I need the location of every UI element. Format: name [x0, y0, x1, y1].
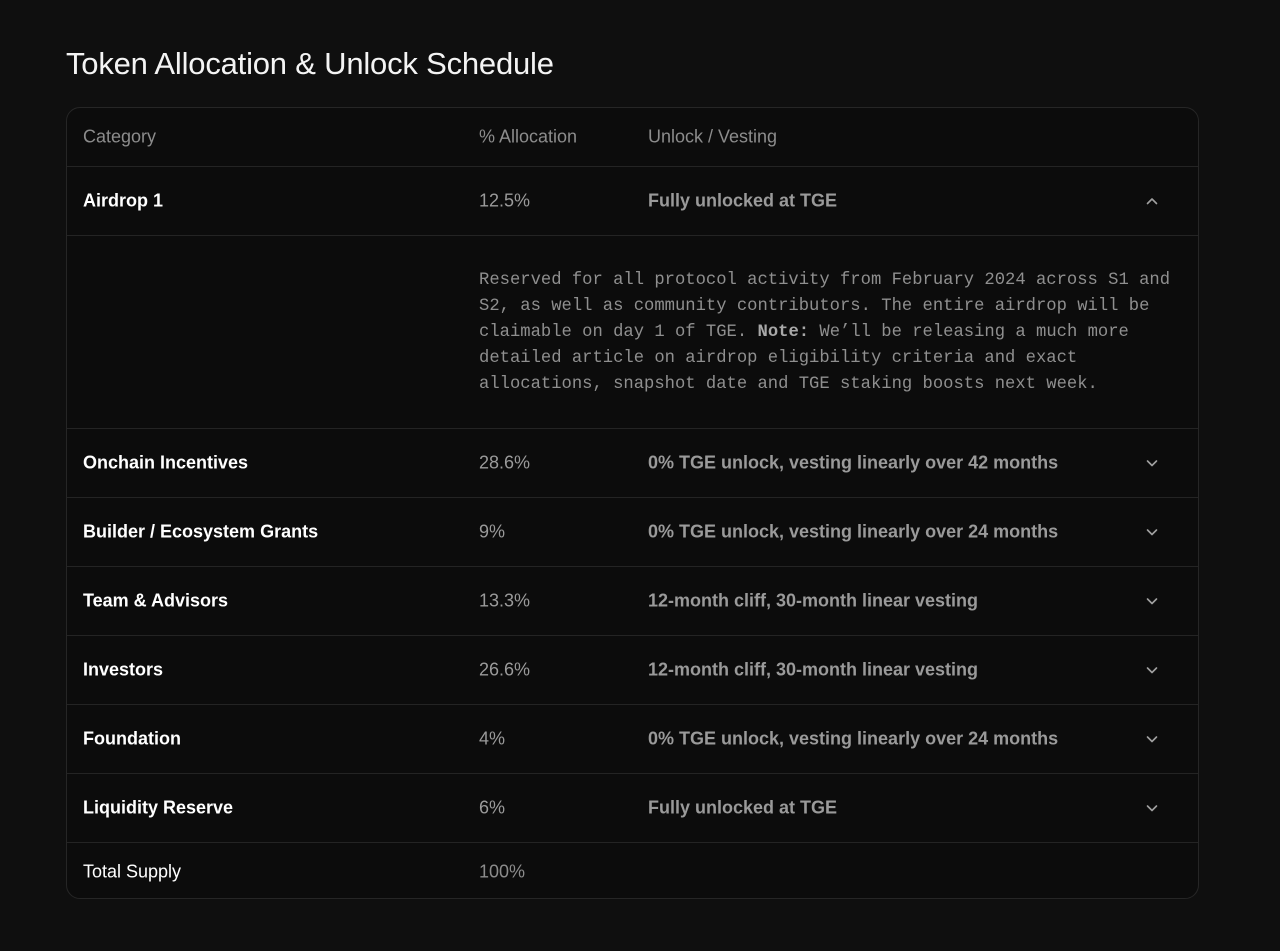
table-row-onchain-incentives[interactable] — [67, 429, 1198, 498]
row-category: Liquidity Reserve — [83, 797, 234, 818]
chevron-down-icon[interactable] — [1144, 455, 1160, 471]
row-category: Foundation — [83, 728, 181, 749]
row-allocation: 28.6% — [479, 452, 531, 473]
row-detail-airdrop-1 — [67, 236, 1198, 429]
table-row-team-advisors[interactable] — [67, 567, 1198, 636]
table-row-foundation[interactable] — [67, 705, 1198, 774]
total-label: Total Supply — [83, 861, 182, 882]
row-allocation: 9% — [479, 521, 506, 542]
table-header — [67, 108, 1198, 167]
detail-text-before: Reserved for all protocol activity from February 2024 across S1 and S2, as well as community contributors. The entire airdrop will be claimable on day 1 of TGE. — [479, 271, 1171, 342]
row-allocation: 4% — [479, 728, 506, 749]
row-unlock: 0% TGE unlock, vesting linearly over 24 months — [648, 728, 1059, 749]
table-footer-total — [67, 843, 1198, 899]
row-unlock: 12-month cliff, 30-month linear vesting — [648, 659, 979, 680]
row-category: Onchain Incentives — [83, 452, 249, 473]
chevron-down-icon[interactable] — [1144, 731, 1160, 747]
table-row-builder-ecosystem-grants[interactable] — [67, 498, 1198, 567]
row-category: Investors — [83, 659, 164, 680]
page-title: Token Allocation & Unlock Schedule — [66, 46, 554, 81]
row-allocation: 26.6% — [479, 659, 531, 680]
row-unlock: 0% TGE unlock, vesting linearly over 24 months — [648, 521, 1059, 542]
header-unlock: Unlock / Vesting — [648, 126, 778, 147]
allocation-table — [66, 107, 1199, 899]
row-unlock: Fully unlocked at TGE — [648, 190, 838, 211]
detail-note-label: Note: — [757, 323, 810, 342]
chevron-down-icon[interactable] — [1144, 662, 1160, 678]
chevron-down-icon[interactable] — [1144, 524, 1160, 540]
table-row-investors[interactable] — [67, 636, 1198, 705]
chevron-down-icon[interactable] — [1144, 593, 1160, 609]
detail-description — [479, 268, 1179, 398]
row-unlock: Fully unlocked at TGE — [648, 797, 838, 818]
chevron-down-icon[interactable] — [1144, 800, 1160, 816]
row-category: Builder / Ecosystem Grants — [83, 521, 319, 542]
row-allocation: 12.5% — [479, 190, 531, 211]
row-category: Airdrop 1 — [83, 190, 164, 211]
detail-text-after: We’ll be releasing a much more detailed article on airdrop eligibility criteria and exact allocations, snapshot date and TGE staking boosts next week. — [479, 323, 1129, 394]
header-allocation: % Allocation — [479, 126, 578, 147]
row-allocation: 13.3% — [479, 590, 531, 611]
row-unlock: 12-month cliff, 30-month linear vesting — [648, 590, 979, 611]
header-category: Category — [83, 126, 157, 147]
row-unlock: 0% TGE unlock, vesting linearly over 42 months — [648, 452, 1059, 473]
total-value: 100% — [479, 861, 526, 882]
table-row-airdrop-1[interactable] — [67, 167, 1198, 236]
row-allocation: 6% — [479, 797, 506, 818]
chevron-up-icon[interactable] — [1144, 193, 1160, 209]
table-row-liquidity-reserve[interactable] — [67, 774, 1198, 843]
row-category: Team & Advisors — [83, 590, 229, 611]
